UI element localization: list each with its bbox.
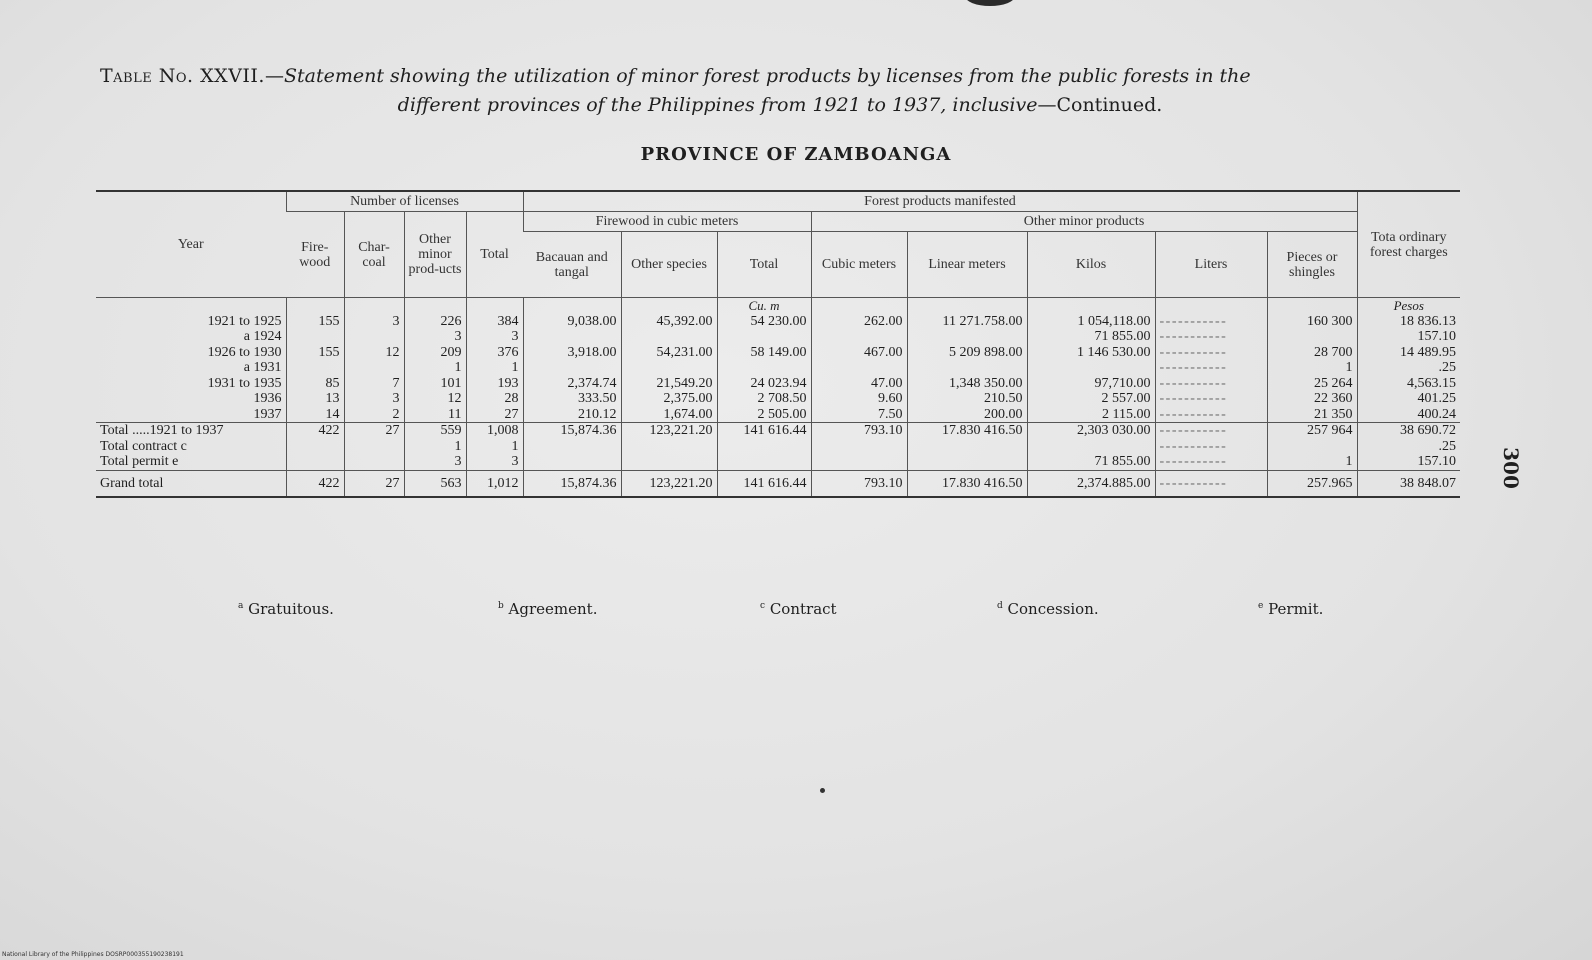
cell-lin: 11 271.758.00: [907, 314, 1027, 330]
cell-year: 1937: [96, 407, 286, 423]
cell-pcs: 257 964: [1267, 423, 1357, 439]
cell-pcs: [1267, 329, 1357, 345]
cell-fw: 422: [286, 470, 344, 497]
cell-fwt: 24 023.94: [717, 376, 811, 392]
cell-chg: 18 836.13: [1357, 314, 1460, 330]
cell-fwt: [717, 454, 811, 470]
cell-year: a 1931: [243, 360, 282, 375]
cell-ch: 3: [344, 314, 404, 330]
cell-kil: 71 855.00: [1027, 454, 1155, 470]
cell-ch: [344, 454, 404, 470]
cell-cub: [811, 454, 907, 470]
scan-speck: [820, 788, 825, 793]
cell-kil: [1027, 360, 1155, 376]
cell-pcs: 1: [1267, 454, 1357, 470]
cell-oth: 54,231.00: [621, 345, 717, 361]
cell-fwt: 141 616.44: [717, 423, 811, 439]
cell-bac: [523, 439, 621, 455]
header-cubic-meters: Cubic meters: [811, 232, 907, 298]
cell-oth: [621, 454, 717, 470]
cell-ch: 12: [344, 345, 404, 361]
cell-pcs: 21 350: [1267, 407, 1357, 423]
table-row: [96, 470, 1460, 497]
cell-oth: 45,392.00: [621, 314, 717, 330]
table-row: [96, 360, 1460, 376]
cell-kil: 2,303 030.00: [1027, 423, 1155, 439]
cell-ch: 27: [344, 470, 404, 497]
footnote-b: $^b$ Agreement.: [498, 600, 598, 618]
scan-artifact: [965, 0, 1015, 6]
forest-products-table: [96, 190, 1460, 498]
cell-year: a 1924: [243, 329, 282, 344]
cell-lin: [907, 439, 1027, 455]
cell-bac: 15,874.36: [523, 470, 621, 497]
cell-lit: - - - - - - - - - - -: [1155, 439, 1267, 455]
cell-chg: 38 690.72: [1357, 423, 1460, 439]
header-firewood-total: Total: [717, 232, 811, 298]
cell-cub: 262.00: [811, 314, 907, 330]
cell-year: 1931 to 1935: [207, 375, 282, 391]
cell-lin: 1,348 350.00: [907, 376, 1027, 392]
cell-pcs: 28 700: [1267, 345, 1357, 361]
cell-pcs: [1267, 439, 1357, 455]
cell-chg: 401.25: [1357, 391, 1460, 407]
table-row: [96, 345, 1460, 361]
cell-tot: 384: [466, 314, 523, 330]
header-charcoal: Char-coal: [344, 212, 404, 298]
title-continued: —Continued.: [1037, 94, 1163, 116]
cell-oth: [621, 329, 717, 345]
cell-bac: [523, 360, 621, 376]
cell-om: 563: [404, 470, 466, 497]
cell-year: 1921 to 1925: [207, 313, 282, 329]
header-firewood-cubic: Firewood in cubic meters: [523, 212, 811, 232]
cell-fwt: [717, 360, 811, 376]
cell-fw: [286, 454, 344, 470]
cell-om: 559: [404, 423, 466, 439]
cell-kil: 2,374.885.00: [1027, 470, 1155, 497]
cell-kil: 1 054,118.00: [1027, 314, 1155, 330]
cell-cub: 793.10: [811, 470, 907, 497]
cell-tot: 3: [466, 329, 523, 345]
header-other-minor: Other minor prod-ucts: [404, 212, 466, 298]
cell-kil: 1 146 530.00: [1027, 345, 1155, 361]
table-row: [96, 329, 1460, 345]
cell-fw: [286, 329, 344, 345]
cell-om: 1: [404, 360, 466, 376]
cell-oth: [621, 360, 717, 376]
cell-bac: 333.50: [523, 391, 621, 407]
cell-pcs: 25 264: [1267, 376, 1357, 392]
cell-chg: 157.10: [1357, 454, 1460, 470]
cell-tot: 376: [466, 345, 523, 361]
header-year: Year: [96, 191, 286, 298]
cell-chg: 38 848.07: [1357, 470, 1460, 497]
cell-cub: [811, 360, 907, 376]
total-rows: [96, 423, 1460, 498]
cell-bac: 210.12: [523, 407, 621, 423]
cell-lit: - - - - - - - - - - -: [1155, 423, 1267, 439]
cell-fw: 14: [286, 407, 344, 423]
cell-bac: 2,374.74: [523, 376, 621, 392]
table-row: [96, 454, 1460, 470]
cell-tot: 3: [466, 454, 523, 470]
cell-tot: 1,012: [466, 470, 523, 497]
unit-row: [96, 298, 1460, 314]
table-row: [96, 439, 1460, 455]
cell-fwt: [717, 329, 811, 345]
header-other-species: Other species: [621, 232, 717, 298]
cell-lin: 200.00: [907, 407, 1027, 423]
cell-oth: 21,549.20: [621, 376, 717, 392]
cell-lit: - - - - - - - - - - -: [1155, 376, 1267, 392]
cell-om: 3: [404, 454, 466, 470]
cell-fw: 155: [286, 314, 344, 330]
cell-fw: [286, 360, 344, 376]
cell-pcs: 22 360: [1267, 391, 1357, 407]
cell-chg: .25: [1357, 360, 1460, 376]
cell-om: 226: [404, 314, 466, 330]
cell-cub: [811, 439, 907, 455]
cell-year: 1936: [253, 391, 282, 406]
footnote-a: $^a$ Gratuitous.: [238, 600, 334, 618]
cell-fw: 13: [286, 391, 344, 407]
cell-year: Total .....1921 to 1937: [100, 423, 224, 438]
table-title: [100, 62, 1460, 120]
cell-lit: - - - - - - - - - - -: [1155, 345, 1267, 361]
header-number-of-licenses: Number of licenses: [286, 191, 523, 212]
cell-bac: [523, 454, 621, 470]
table-row: [96, 423, 1460, 439]
footnote-e: $^e$ Permit.: [1258, 600, 1324, 618]
table-number: Table No. XXVII.: [100, 65, 265, 87]
cell-cub: 9.60: [811, 391, 907, 407]
cell-lit: - - - - - - - - - - -: [1155, 454, 1267, 470]
cell-cub: 7.50: [811, 407, 907, 423]
cell-pcs: 257.965: [1267, 470, 1357, 497]
page-number: 300: [1498, 447, 1523, 489]
cell-kil: [1027, 439, 1155, 455]
cell-chg: 157.10: [1357, 329, 1460, 345]
title-text-1: Statement showing the utilization of minor forest products by licenses from the public forests in the: [283, 65, 1251, 87]
footnote-d: $^d$ Concession.: [997, 600, 1099, 618]
cell-ch: [344, 329, 404, 345]
cell-ch: [344, 439, 404, 455]
cell-tot: 193: [466, 376, 523, 392]
cell-ch: 27: [344, 423, 404, 439]
cell-tot: 1,008: [466, 423, 523, 439]
cell-tot: 1: [466, 439, 523, 455]
header-total-charges: Tota ordinary forest charges: [1357, 191, 1460, 298]
cell-chg: .25: [1357, 439, 1460, 455]
cell-oth: 1,674.00: [621, 407, 717, 423]
cell-pcs: 1: [1267, 360, 1357, 376]
cell-year: Total contract c: [100, 438, 187, 454]
cell-kil: 71 855.00: [1027, 329, 1155, 345]
scan-credit: National Library of the Philippines DOSRP000355190238191: [2, 951, 184, 958]
cell-om: 12: [404, 391, 466, 407]
cell-lit: - - - - - - - - - - -: [1155, 470, 1267, 497]
cell-year: Grand total: [96, 470, 286, 497]
header-firewood: Fire-wood: [286, 212, 344, 298]
cell-fw: [286, 439, 344, 455]
unit-pesos: Pesos: [1357, 298, 1460, 314]
cell-lit: - - - - - - - - - - -: [1155, 360, 1267, 376]
cell-ch: 2: [344, 407, 404, 423]
cell-pcs: 160 300: [1267, 314, 1357, 330]
cell-lin: [907, 360, 1027, 376]
cell-ch: 3: [344, 391, 404, 407]
cell-lit: - - - - - - - - - - -: [1155, 314, 1267, 330]
cell-cub: 793.10: [811, 423, 907, 439]
cell-tot: 28: [466, 391, 523, 407]
cell-lit: - - - - - - - - - - -: [1155, 391, 1267, 407]
unit-cubic-meter: Cu. m: [717, 298, 811, 314]
cell-fwt: 2 505.00: [717, 407, 811, 423]
cell-kil: 2 557.00: [1027, 391, 1155, 407]
cell-om: 1: [404, 439, 466, 455]
cell-om: 209: [404, 345, 466, 361]
cell-oth: 2,375.00: [621, 391, 717, 407]
header-forest-products: Forest products manifested: [523, 191, 1357, 212]
cell-oth: [621, 439, 717, 455]
cell-bac: 15,874.36: [523, 423, 621, 439]
cell-year: Total permit e: [100, 454, 179, 469]
cell-cub: 47.00: [811, 376, 907, 392]
header-licenses-total: Total: [466, 212, 523, 298]
cell-chg: 14 489.95: [1357, 345, 1460, 361]
cell-kil: 2 115.00: [1027, 407, 1155, 423]
cell-cub: 467.00: [811, 345, 907, 361]
cell-kil: 97,710.00: [1027, 376, 1155, 392]
cell-lin: 210.50: [907, 391, 1027, 407]
cell-tot: 1: [466, 360, 523, 376]
province-heading: PROVINCE OF ZAMBOANGA: [640, 144, 952, 165]
cell-chg: 400.24: [1357, 407, 1460, 423]
header-pieces: Pieces or shingles: [1267, 232, 1357, 298]
cell-bac: [523, 329, 621, 345]
cell-oth: 123,221.20: [621, 470, 717, 497]
cell-cub: [811, 329, 907, 345]
cell-year: 1926 to 1930: [207, 344, 282, 360]
cell-lit: - - - - - - - - - - -: [1155, 329, 1267, 345]
cell-fw: 85: [286, 376, 344, 392]
cell-fwt: 58 149.00: [717, 345, 811, 361]
cell-fw: 422: [286, 423, 344, 439]
cell-fwt: [717, 439, 811, 455]
table-row: [96, 314, 1460, 330]
cell-lit: - - - - - - - - - - -: [1155, 407, 1267, 423]
cell-fwt: 2 708.50: [717, 391, 811, 407]
cell-om: 11: [404, 407, 466, 423]
cell-lin: 17.830 416.50: [907, 470, 1027, 497]
title-text-2: different provinces of the Philippines from 1921 to 1937, inclusive: [397, 94, 1038, 116]
cell-lin: [907, 329, 1027, 345]
footnote-c: $^c$ Contract: [760, 600, 837, 618]
cell-tot: 27: [466, 407, 523, 423]
cell-ch: 7: [344, 376, 404, 392]
header-linear-meters: Linear meters: [907, 232, 1027, 298]
cell-ch: [344, 360, 404, 376]
table-row: [96, 407, 1460, 423]
cell-fwt: 141 616.44: [717, 470, 811, 497]
cell-bac: 3,918.00: [523, 345, 621, 361]
table-body: [96, 298, 1460, 314]
cell-oth: 123,221.20: [621, 423, 717, 439]
cell-om: 101: [404, 376, 466, 392]
cell-chg: 4,563.15: [1357, 376, 1460, 392]
header-kilos: Kilos: [1027, 232, 1155, 298]
cell-lin: [907, 454, 1027, 470]
cell-lin: 17.830 416.50: [907, 423, 1027, 439]
table-row: [96, 391, 1460, 407]
cell-fw: 155: [286, 345, 344, 361]
header-bacauan: Bacauan and tangal: [523, 232, 621, 298]
header-other-minor-products: Other minor products: [811, 212, 1357, 232]
cell-lin: 5 209 898.00: [907, 345, 1027, 361]
title-dash: —: [264, 65, 284, 87]
table-row: [96, 376, 1460, 392]
header-liters: Liters: [1155, 232, 1267, 298]
cell-bac: 9,038.00: [523, 314, 621, 330]
cell-fwt: 54 230.00: [717, 314, 811, 330]
cell-om: 3: [404, 329, 466, 345]
data-rows: [96, 314, 1460, 423]
